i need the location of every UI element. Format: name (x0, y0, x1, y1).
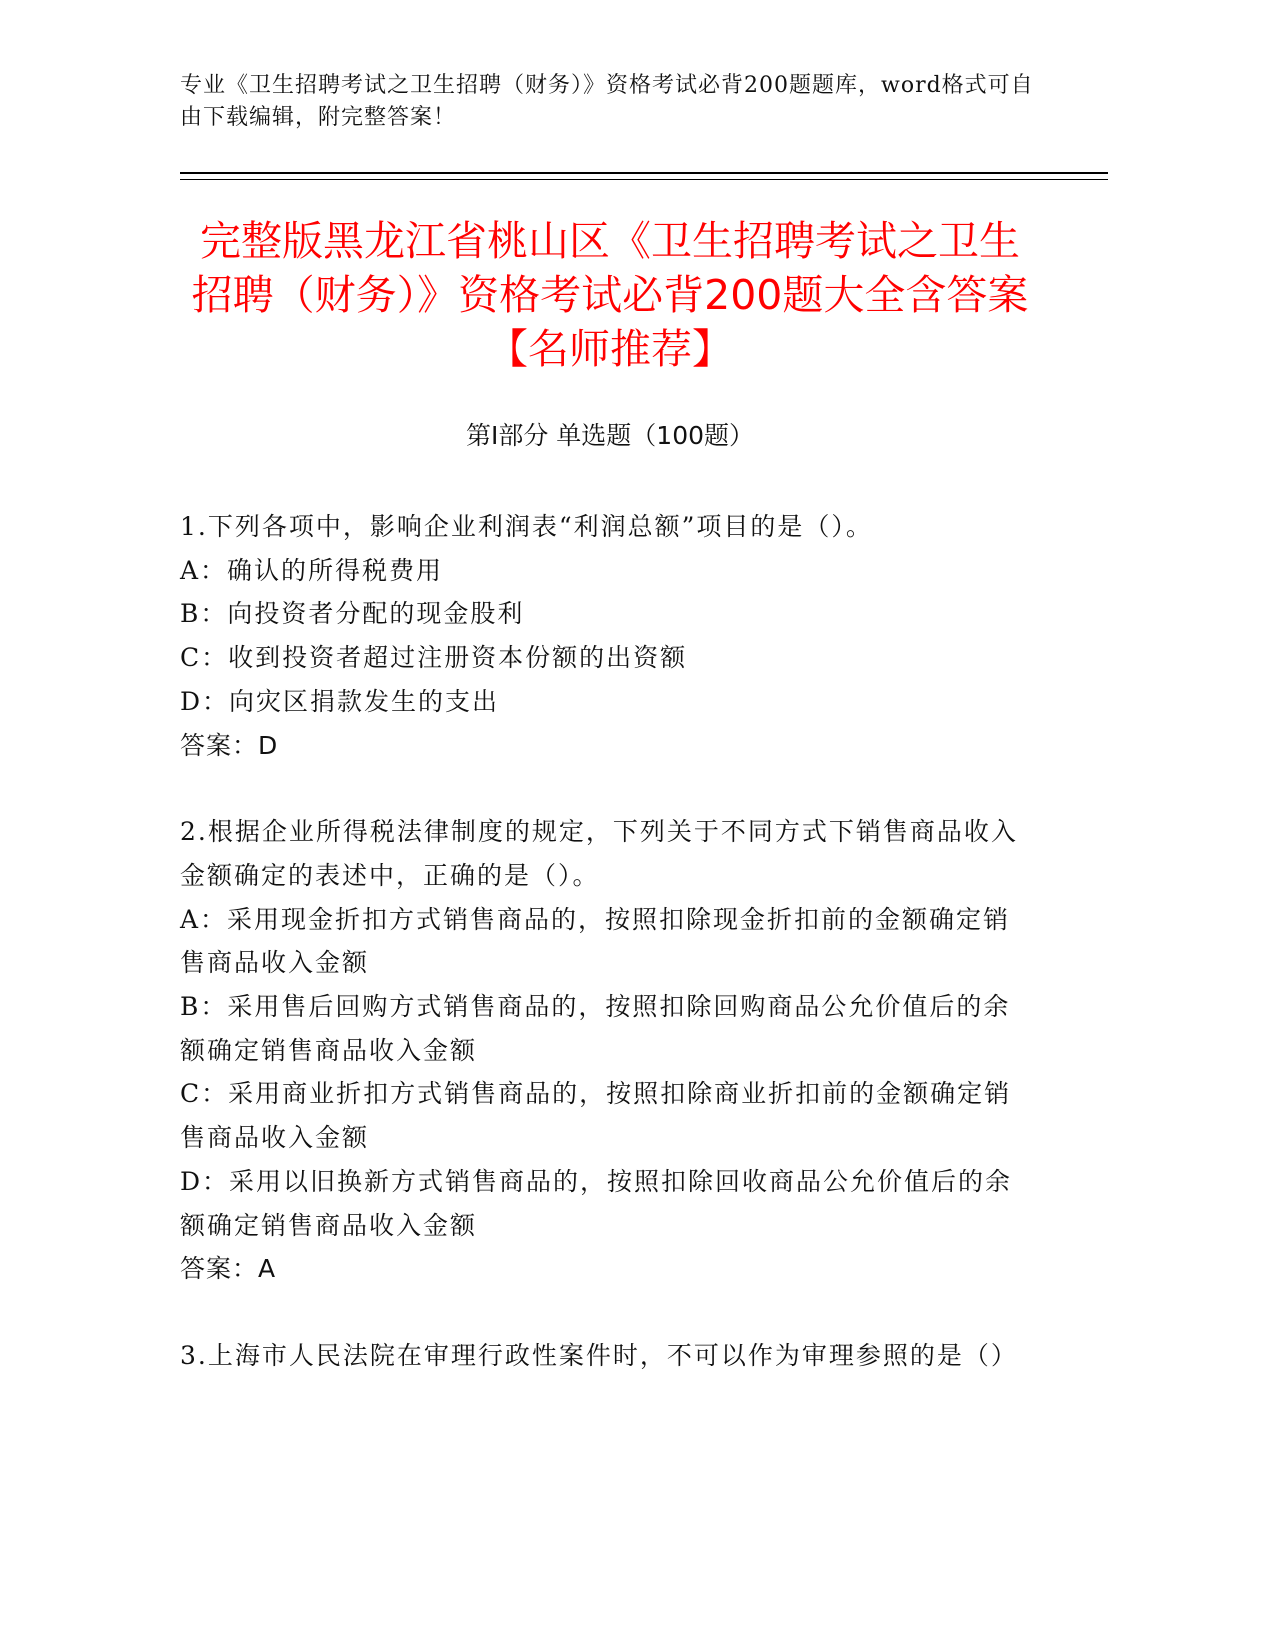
question-stem: 1.下列各项中，影响企业利润表“利润总额”项目的是（）。 (180, 512, 873, 541)
section-heading: 第Ⅰ部分 单选题（100题） (465, 421, 755, 450)
header-note: 专业《卫生招聘考试之卫生招聘（财务）》资格考试必背200题题库，word格式可自由下载编辑，附完整答案！ (180, 73, 1034, 130)
option-c: C：收到投资者超过注册资本份额的出资额 (180, 643, 688, 673)
option-d: D：向灾区捐款发生的支出 (180, 686, 500, 716)
header-divider-thin (180, 179, 1108, 180)
question-list (180, 505, 1030, 1421)
answer: 答案：D (180, 730, 279, 760)
option-b: B：采用售后回购方式销售商品的，按照扣除回购商品公允价值后的余额确定销售商品收入金额 (180, 992, 1011, 1065)
option-a: A：采用现金折扣方式销售商品的，按照扣除现金折扣前的金额确定销售商品收入金额 (180, 904, 1011, 978)
header-divider-thick (180, 172, 1108, 174)
question-3 (180, 1334, 1030, 1378)
question-2 (180, 810, 1030, 1291)
question-1 (180, 505, 1030, 767)
option-d: D：采用以旧换新方式销售商品的，按照扣除回收商品公允价值后的余额确定销售商品收入金额 (180, 1166, 1013, 1240)
answer: 答案：A (180, 1254, 277, 1284)
question-stem: 3.上海市人民法院在审理行政性案件时，不可以作为审理参照的是（） (180, 1340, 1018, 1370)
option-a: A：确认的所得税费用 (180, 555, 444, 585)
option-b: B：向投资者分配的现金股利 (180, 599, 525, 629)
option-c: C：采用商业折扣方式销售商品的，按照扣除商业折扣前的金额确定销售商品收入金额 (180, 1079, 1012, 1153)
question-stem: 2.根据企业所得税法律制度的规定，下列关于不同方式下销售商品收入金额确定的表述中，正确的是（）。 (180, 817, 1018, 890)
document-title: 完整版黑龙江省桃山区《卫生招聘考试之卫生招聘（财务）》资格考试必背200题大全含答案【名师推荐】 (191, 217, 1029, 373)
